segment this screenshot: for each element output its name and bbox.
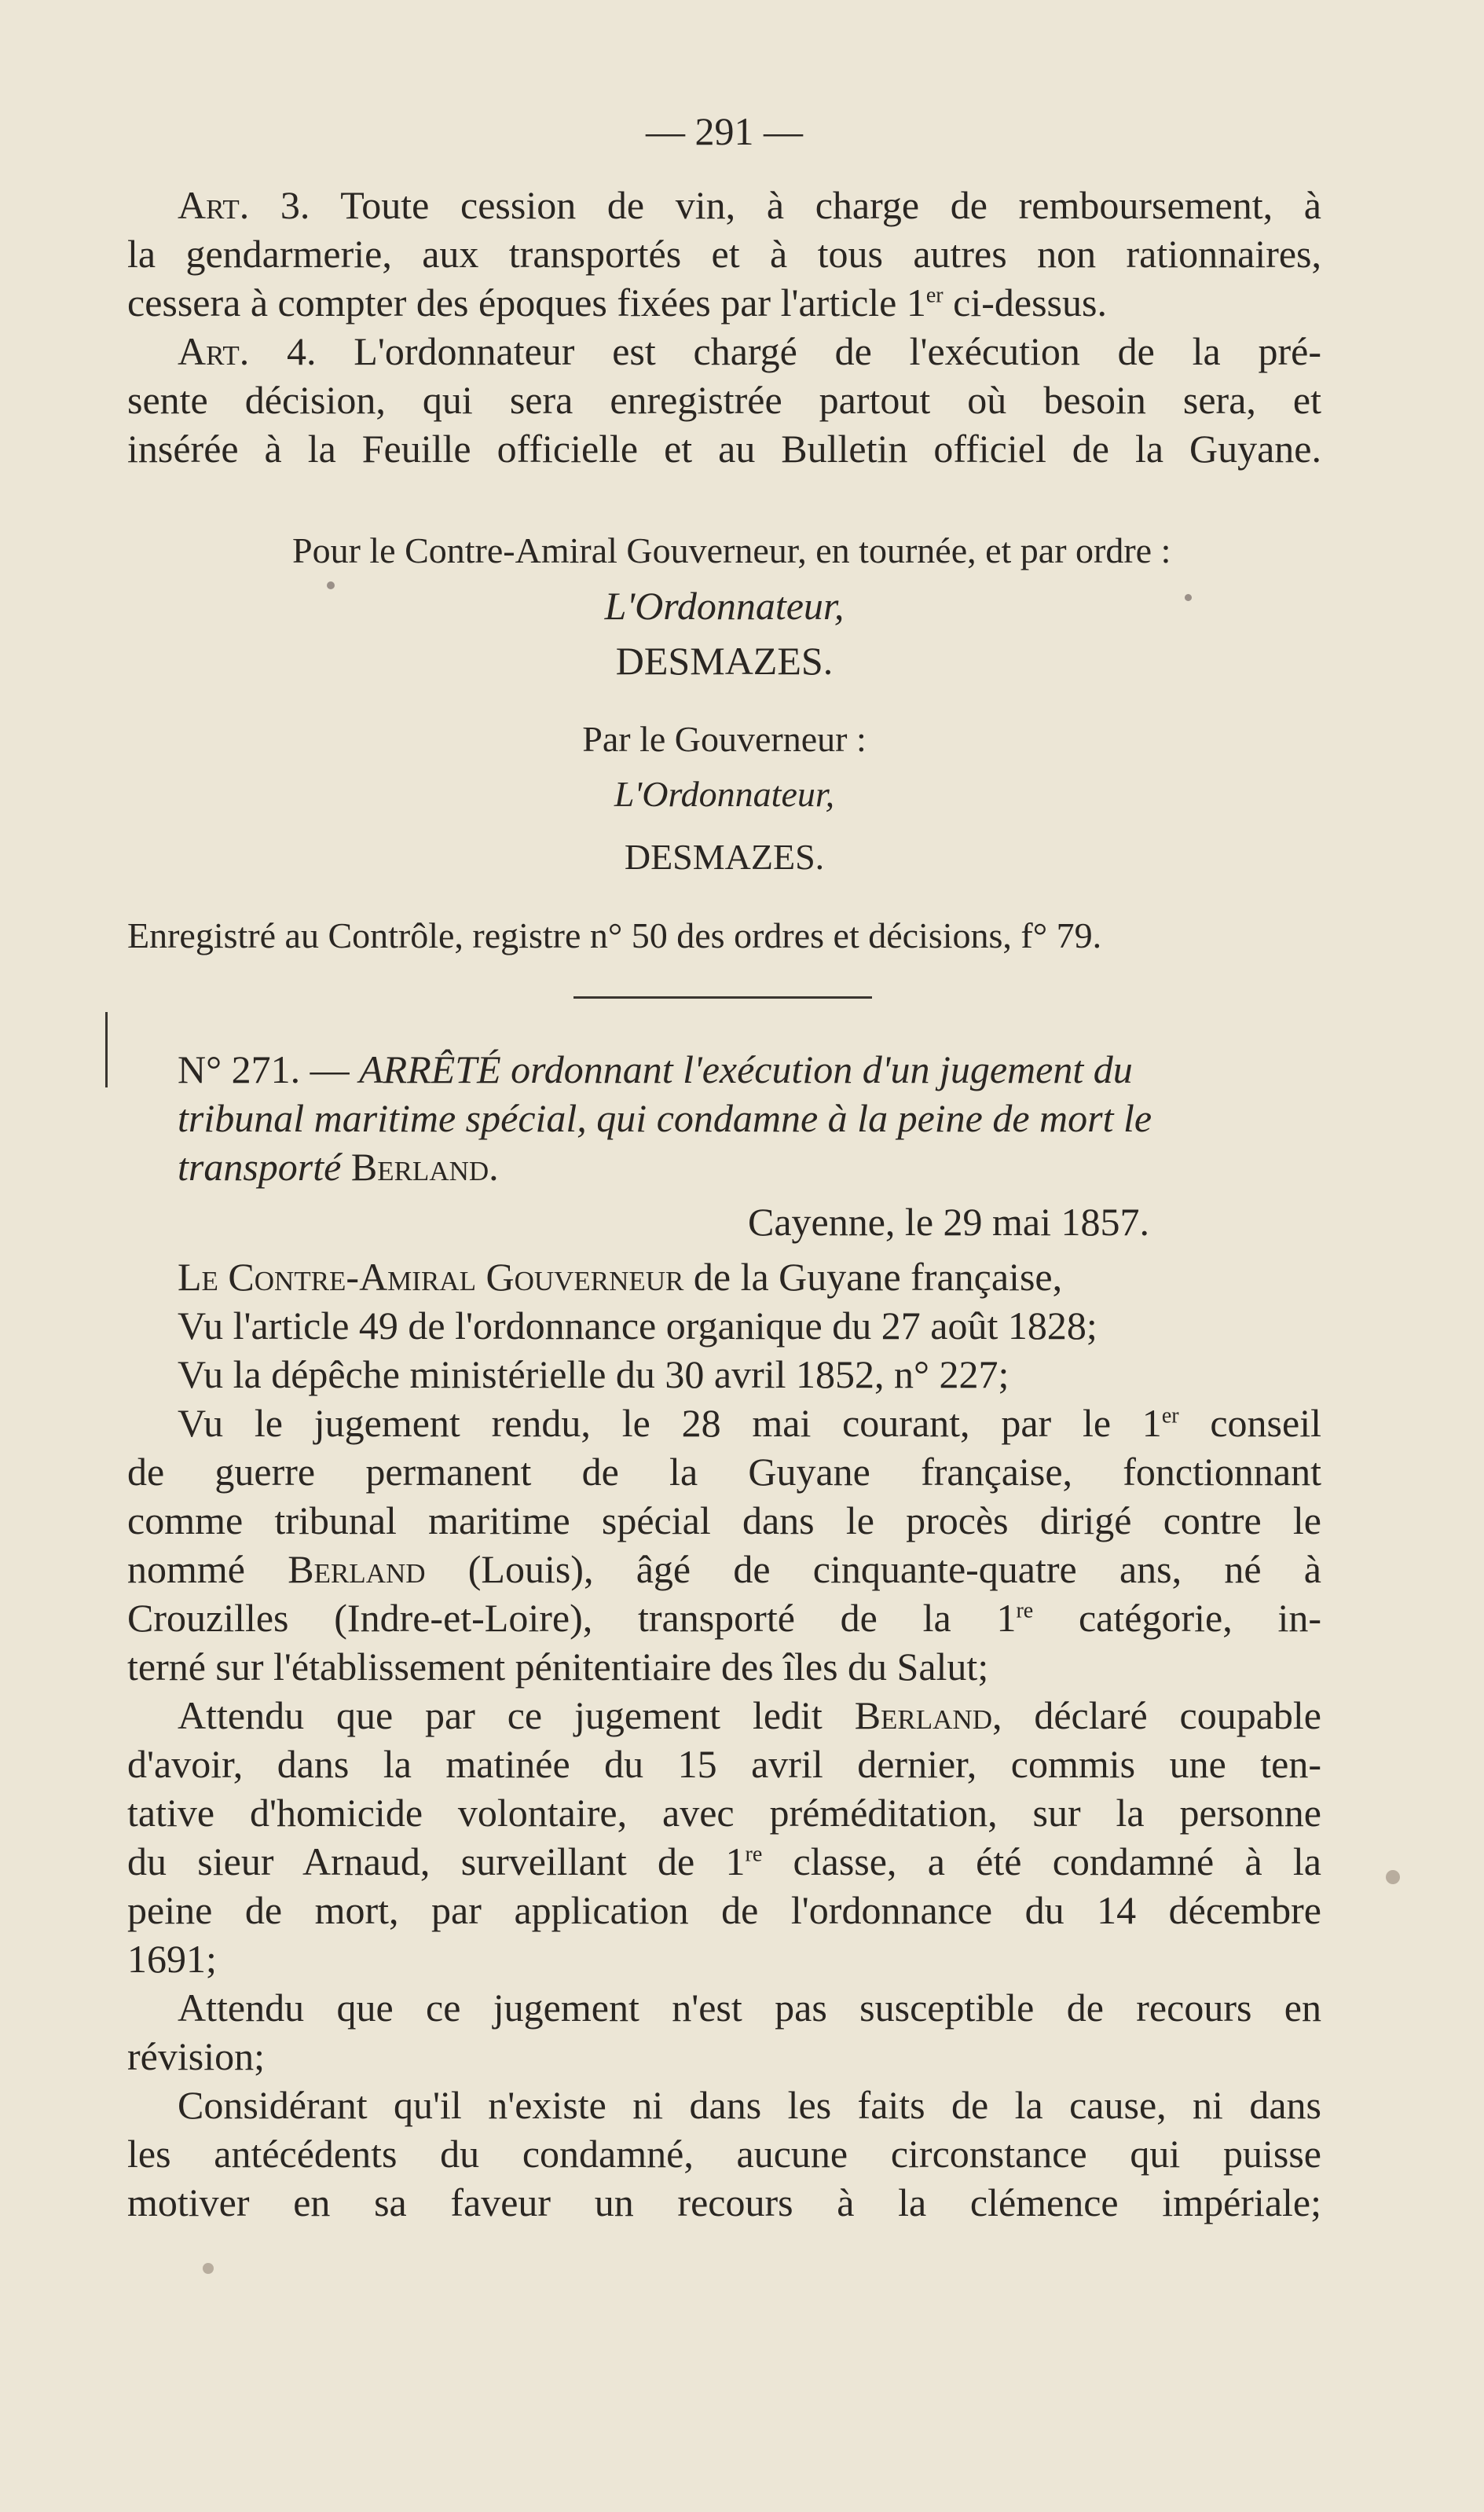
body-line: tative d'homicide volontaire, avec préméditation, sur la personne	[127, 1791, 1321, 1835]
superscript: er	[1161, 1403, 1179, 1428]
body-line: Vu la dépêche ministérielle du 30 avril 1852, n° 227;	[178, 1352, 1009, 1396]
text: classe, a été condamné à la	[762, 1839, 1321, 1883]
paper-speck	[1185, 594, 1192, 601]
text: , déclaré coupable	[991, 1693, 1321, 1737]
page-number: — 291 —	[646, 109, 803, 153]
art3-line-3	[127, 278, 1321, 327]
body-line: motiver en sa faveur un recours à la clémence impériale;	[127, 2180, 1321, 2224]
signature-name: DESMAZES.	[624, 837, 825, 877]
body-line: de guerre permanent de la Guyane française, fonctionnant	[127, 1450, 1321, 1494]
governor-line	[178, 1252, 1372, 1301]
body-line	[178, 1691, 1321, 1740]
body-line: terné sur l'établissement pénitentiaire des îles du Salut;	[127, 1645, 989, 1689]
text: ci-dessus.	[943, 281, 1107, 325]
paper-speck	[203, 2263, 214, 2274]
text: catégorie, in-	[1033, 1596, 1321, 1640]
signature-line: Par le Gouverneur :	[582, 719, 867, 759]
body-line	[127, 1593, 1321, 1642]
art4-line-2: sente décision, qui sera enregistrée partout où besoin sera, et	[127, 378, 1321, 422]
body-line: les antécédents du condamné, aucune circonstance qui puisse	[127, 2132, 1321, 2176]
signature-name: DESMAZES.	[615, 639, 834, 683]
article-text: 3. Toute cession de vin, à charge de remboursement, à	[249, 183, 1321, 227]
paper-speck	[1386, 1870, 1400, 1884]
place-date: Cayenne, le 29 mai 1857.	[748, 1200, 1149, 1244]
governor-title: Le Contre-Amiral Gouverneur	[178, 1255, 684, 1299]
article-label: Art.	[178, 183, 250, 227]
body-line	[178, 1399, 1321, 1447]
section-divider	[573, 996, 872, 999]
convict-name: Berland	[288, 1547, 426, 1591]
text: du sieur Arnaud, surveillant de 1	[127, 1839, 746, 1883]
art3-line-2: la gendarmerie, aux transportés et à tous autres non rationnaires,	[127, 232, 1321, 276]
body-line: Considérant qu'il n'existe ni dans les faits de la cause, ni dans	[178, 2083, 1321, 2127]
paper-speck	[327, 581, 335, 589]
text: nommé	[127, 1547, 288, 1591]
art4-line-3: insérée à la Feuille officielle et au Bulletin officiel de la Guyane.	[127, 427, 1321, 471]
decree-title: ARRÊTÉ ordonnant l'exécution d'un jugement du	[359, 1047, 1133, 1091]
decree-heading-line-2: tribunal maritime spécial, qui condamne à la peine de mort le	[178, 1096, 1152, 1140]
text: conseil	[1178, 1401, 1321, 1445]
decree-heading-line-3	[178, 1142, 1372, 1191]
superscript: re	[745, 1842, 763, 1867]
signature-title: L'Ordonnateur,	[614, 774, 835, 814]
convict-name: Berland.	[350, 1145, 499, 1189]
signature-line: Pour le Contre-Amiral Gouverneur, en tournée, et par ordre :	[292, 530, 1171, 570]
text: cessera à compter des époques fixées par l'article 1	[127, 281, 926, 325]
text: (Louis), âgé de cinquante-quatre ans, né à	[425, 1547, 1321, 1591]
decree-heading-line-1	[178, 1045, 1372, 1094]
margin-mark	[105, 1012, 108, 1087]
text: Crouzilles (Indre-et-Loire), transporté de la 1	[127, 1596, 1017, 1640]
registration-note: Enregistré au Contrôle, registre n° 50 des ordres et décisions, f° 79.	[127, 915, 1102, 955]
body-line: d'avoir, dans la matinée du 15 avril dernier, commis une ten-	[127, 1742, 1321, 1786]
signature-title: L'Ordonnateur,	[604, 584, 845, 628]
decree-number: N° 271. —	[178, 1047, 350, 1091]
art3-line-1	[178, 181, 1321, 229]
body-line: révision;	[127, 2034, 265, 2078]
text: Attendu que par ce jugement ledit	[178, 1693, 855, 1737]
body-line: 1691;	[127, 1937, 217, 1981]
article-label: Art.	[178, 329, 250, 373]
article-text: 4. L'ordonnateur est chargé de l'exécution de la pré-	[249, 329, 1321, 373]
decree-title: transporté	[178, 1145, 342, 1189]
body-line: peine de mort, par application de l'ordonnance du 14 décembre	[127, 1888, 1321, 1932]
governor-tail: de la Guyane française,	[683, 1255, 1063, 1299]
superscript: er	[925, 283, 944, 308]
body-line	[127, 1545, 1321, 1593]
body-line: Vu l'article 49 de l'ordonnance organique du 27 août 1828;	[178, 1304, 1097, 1348]
text: Vu le jugement rendu, le 28 mai courant, par le 1	[178, 1401, 1162, 1445]
superscript: re	[1016, 1598, 1034, 1623]
art4-line-1	[178, 327, 1321, 376]
body-line: comme tribunal maritime spécial dans le procès dirigé contre le	[127, 1498, 1321, 1542]
body-line: Attendu que ce jugement n'est pas susceptible de recours en	[178, 1986, 1321, 2030]
body-line	[127, 1837, 1321, 1886]
convict-name: Berland	[854, 1693, 992, 1737]
